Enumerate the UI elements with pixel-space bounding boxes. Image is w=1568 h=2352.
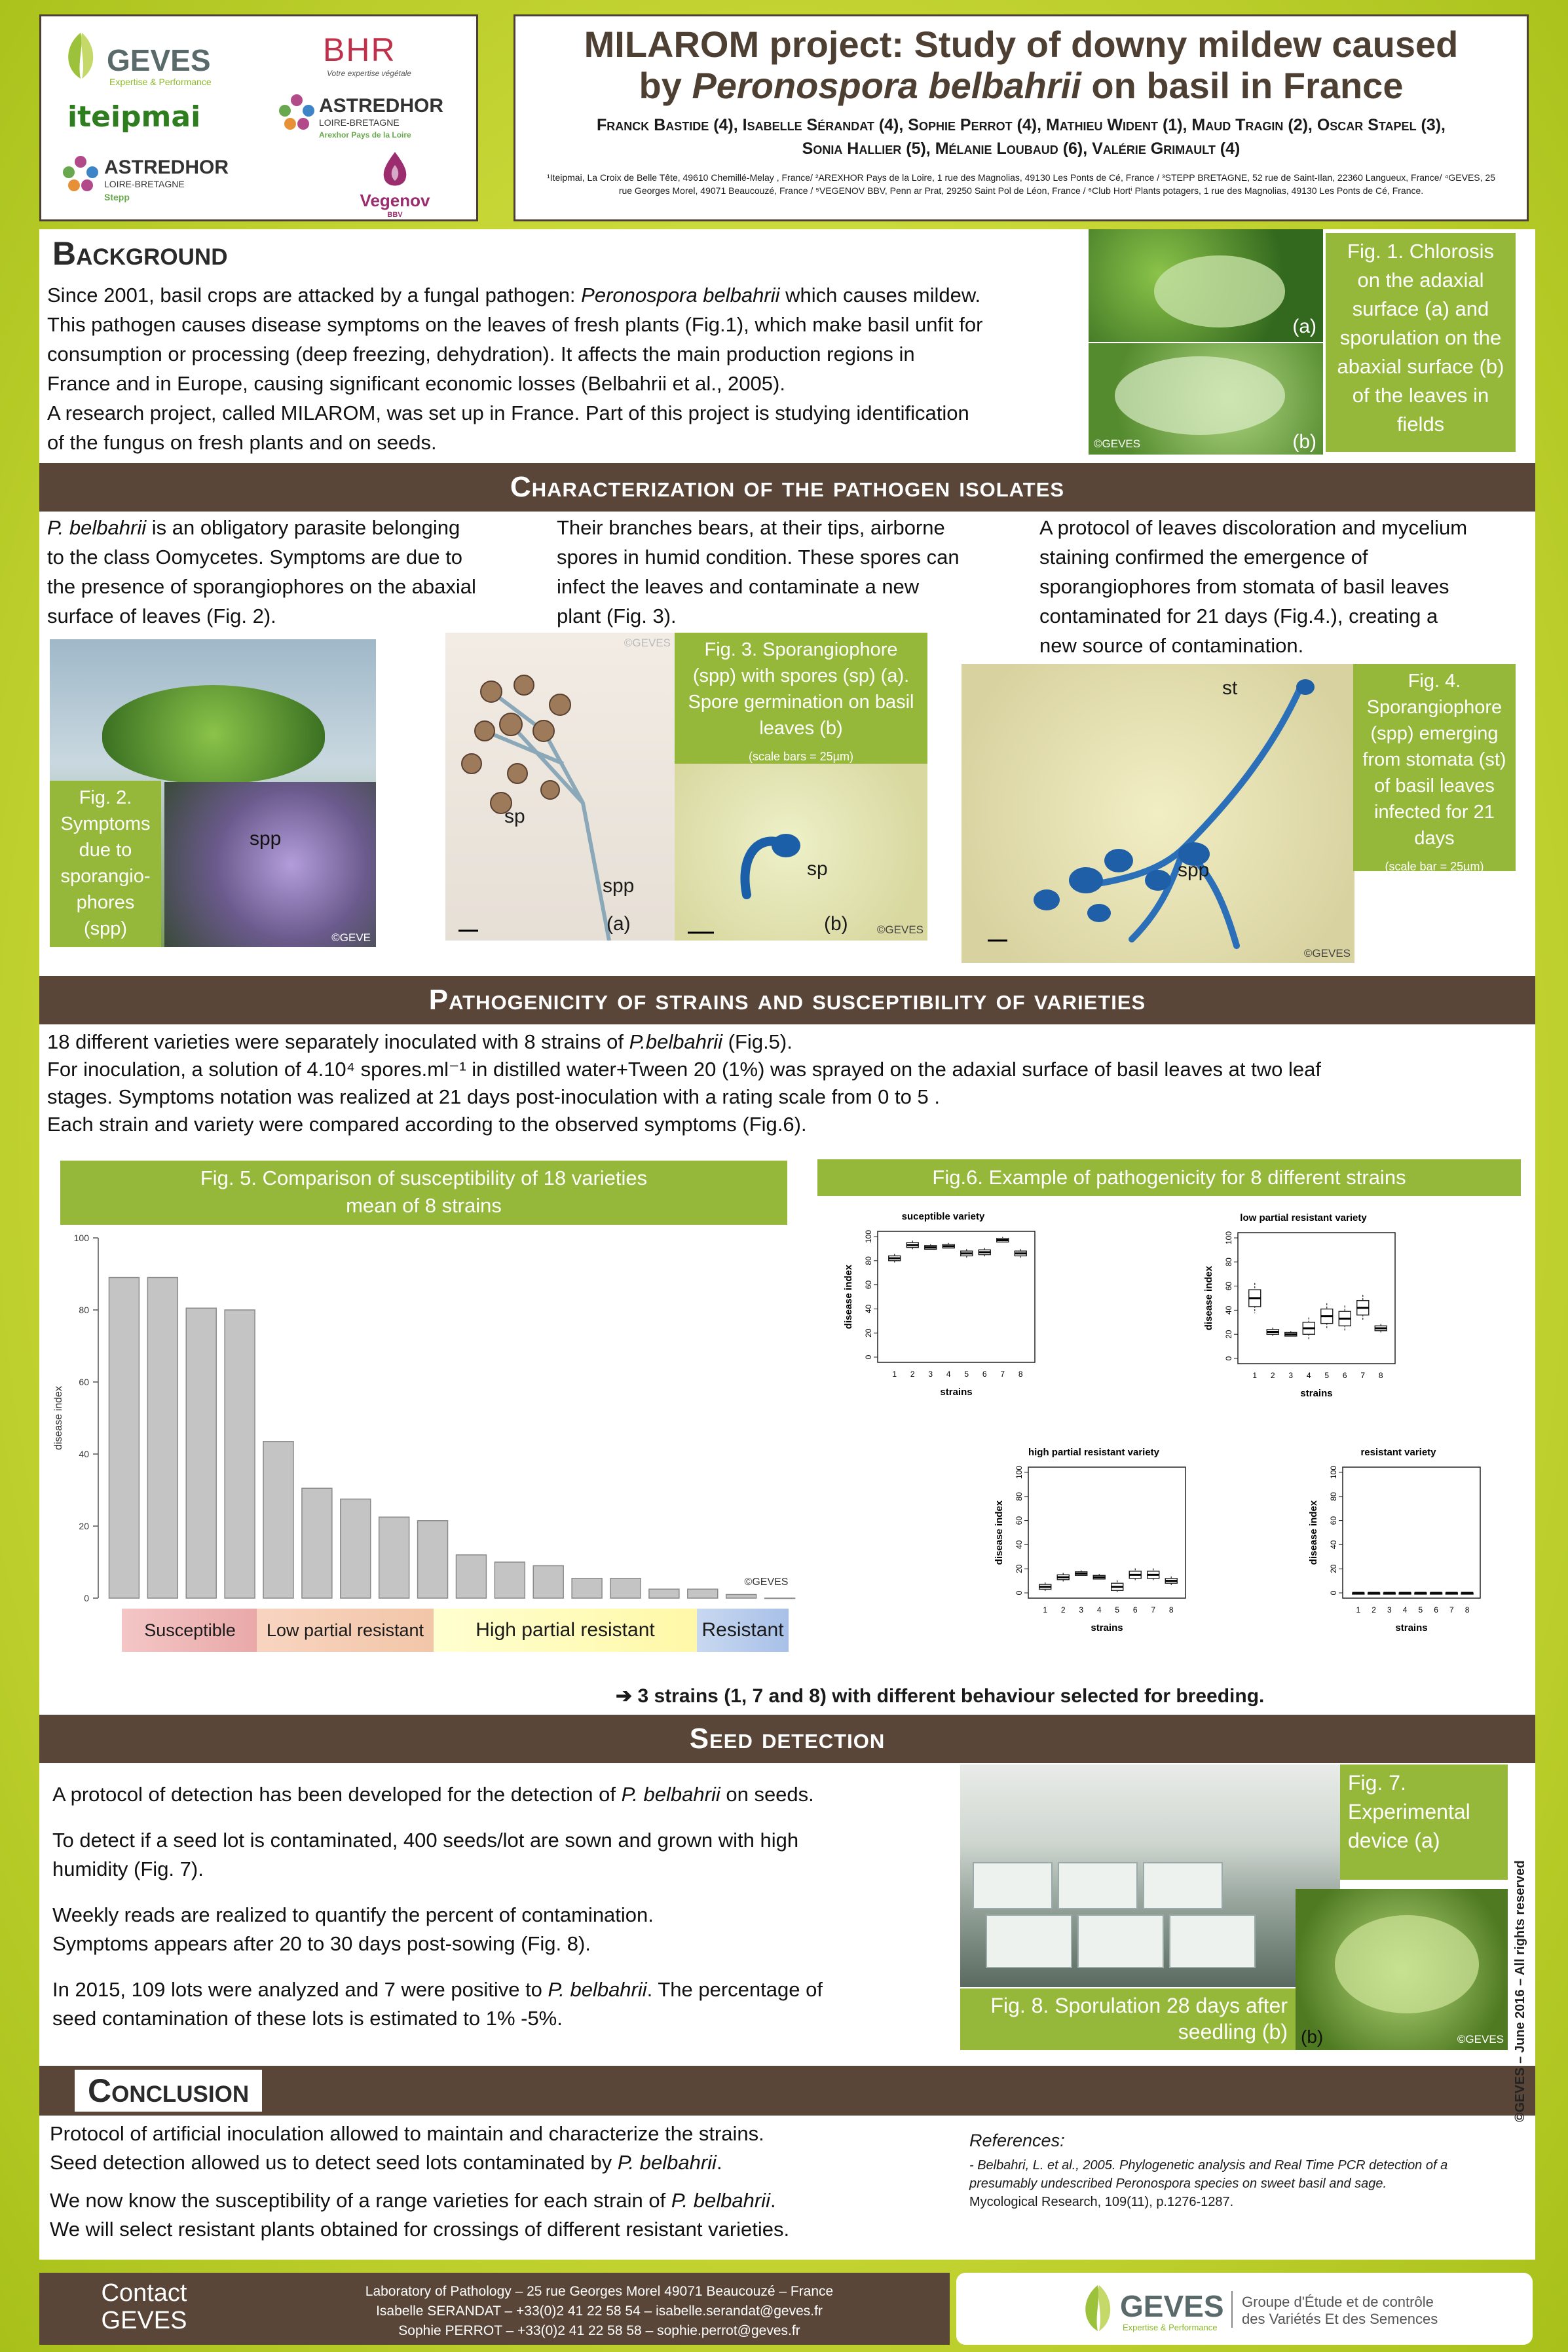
fig1b-photo — [1089, 343, 1323, 455]
bar — [456, 1555, 486, 1598]
fig4-caption-text: Fig. 4. Sporangiophore (spp) emerging from stomata (st) of basil leaves infected for 21 days — [1362, 671, 1506, 849]
x-tick-label: 1 — [1252, 1371, 1258, 1380]
char-col2-line: spores in humid condition. These spores can — [557, 546, 960, 569]
fig3-caption-text: Fig. 3. Sporangiophore (spp) with spores (sp) (a). Spore germination on basil leaves (b) — [688, 639, 914, 739]
seed-p3-line: Weekly reads are realized to quantify the percent of contamination. — [52, 1903, 654, 1926]
band-resistant: Resistant — [697, 1609, 789, 1652]
fig1a-photo — [1089, 229, 1323, 342]
geves-logo-sub: Expertise & Performance — [109, 77, 212, 87]
background-line: Since 2001, basil crops are attacked by a fungal pathogen: Peronospora belbahrii which causes mildew. — [47, 284, 981, 307]
vegenov-logo — [349, 151, 441, 219]
x-tick-label: 7 — [1360, 1371, 1366, 1380]
tagline-line2: des Variétés Et des Semences — [1242, 2311, 1438, 2327]
y-tick-label: 60 — [79, 1377, 89, 1387]
x-tick-label: 4 — [1306, 1371, 1311, 1380]
bar — [225, 1310, 255, 1598]
x-tick-label: 2 — [1270, 1371, 1275, 1380]
plot-frame — [1028, 1467, 1185, 1598]
x-tick-label: 7 — [1000, 1370, 1005, 1379]
y-tick-label: 20 — [864, 1328, 873, 1337]
references — [969, 2131, 1520, 2211]
fig4-label-st: st — [1222, 677, 1238, 699]
geves-logo — [61, 29, 100, 85]
fig3b-copyright: ©GEVES — [876, 924, 924, 936]
species-name: Peronospora belbahrii — [581, 284, 780, 307]
y-axis-label: disease index — [1203, 1265, 1214, 1331]
astredhor-flower-icon — [61, 154, 100, 193]
authors-line2: Sonia Hallier (5), Mélanie Loubaud (6), Valérie Grimault (4) — [802, 140, 1241, 158]
fig2-label-spp: spp — [250, 828, 282, 849]
fig4-copyright: ©GEVES — [1303, 947, 1351, 960]
y-tick-label: 80 — [79, 1305, 89, 1315]
x-tick-label: 1 — [892, 1370, 897, 1379]
bhr-logo-sub: Votre expertise végétale — [327, 69, 411, 78]
bar — [610, 1578, 641, 1598]
references-title: References: — [969, 2131, 1065, 2150]
char-col3-line: contaminated for 21 days (Fig.4.), creating a — [1039, 605, 1438, 627]
bar — [418, 1521, 448, 1598]
fig3a-photo — [445, 633, 675, 941]
fig3-label-spp: spp — [603, 875, 635, 897]
x-tick-label: 6 — [1132, 1605, 1138, 1615]
fig6-title: Fig.6. Example of pathogenicity for 8 different strains — [817, 1159, 1521, 1196]
y-tick-label: 40 — [864, 1304, 873, 1314]
x-tick-label: 4 — [946, 1370, 951, 1379]
x-tick-label: 3 — [1079, 1605, 1084, 1615]
title-species: Peronospora belbahrii — [692, 65, 1081, 106]
bar — [263, 1442, 293, 1598]
species-name: P. belbahrii — [548, 1978, 647, 2001]
fig5-bar-chart — [46, 1231, 806, 1618]
bar — [765, 1598, 795, 1599]
y-tick-label: 60 — [1015, 1516, 1024, 1525]
geves-leaf-icon — [1078, 2281, 1117, 2336]
reference-line: - Belbahri, L. et al., 2005. Phylogenetic analysis and Real Time PCR detection of a — [969, 2158, 1448, 2173]
char-col3-line: A protocol of leaves discoloration and mycelium — [1039, 516, 1468, 539]
fig4-photo — [961, 664, 1354, 963]
astredhor2-name: ASTREDHOR — [319, 95, 444, 117]
x-tick-label: 6 — [1434, 1605, 1438, 1615]
fig3b-label-sp: sp — [807, 858, 828, 880]
y-tick-label: 40 — [1329, 1540, 1338, 1550]
x-tick-label: 8 — [1168, 1605, 1174, 1615]
background-line: This pathogen causes disease symptoms on the leaves of fresh plants (Fig.1), which make basil unfit for — [47, 313, 983, 336]
seed-p4-line: seed contamination of these lots is estimated to 1% -5%. — [52, 2007, 563, 2030]
char-col1-line: to the class Oomycetes. Symptoms are due to — [47, 546, 463, 569]
path-line: Each strain and variety were compared according to the observed symptoms (Fig.6). — [47, 1113, 807, 1136]
fig8-photo — [1296, 1889, 1508, 2050]
x-tick-label: 1 — [1043, 1605, 1048, 1615]
plot-frame — [1238, 1233, 1395, 1364]
x-tick-label: 5 — [1115, 1605, 1120, 1615]
conclusion-line: Seed detection allowed us to detect seed lots contaminated by P. belbahrii. — [50, 2151, 722, 2174]
fig7-photo — [960, 1764, 1340, 1987]
y-tick-label: 0 — [1329, 1590, 1338, 1596]
x-tick-label: 6 — [1342, 1371, 1347, 1380]
seed-detection-title: Seed detection — [39, 1715, 1535, 1763]
y-tick-label: 60 — [864, 1280, 873, 1290]
char-col1-line: surface of leaves (Fig. 2). — [47, 605, 276, 627]
fig6-resistant-boxplot — [1297, 1441, 1506, 1670]
y-tick-label: 20 — [1015, 1564, 1024, 1573]
reference-line: Mycological Research, 109(11), p.1276-1287. — [969, 2195, 1234, 2209]
contact-details — [262, 2282, 937, 2341]
seed-p2-line: humidity (Fig. 7). — [52, 1857, 204, 1880]
y-tick-label: 0 — [864, 1354, 873, 1360]
char-col2-line: plant (Fig. 3). — [557, 605, 677, 627]
fig8-copyright: ©GEVES — [1457, 2033, 1504, 2045]
y-tick-label: 100 — [864, 1229, 873, 1244]
char-col3-line: sporangiophores from stomata of basil leaves — [1039, 575, 1449, 598]
plot-title: resistant variety — [1360, 1447, 1436, 1458]
stained-mycelium-drawing — [961, 664, 1354, 963]
y-tick-label: 60 — [1224, 1281, 1233, 1291]
x-tick-label: 3 — [1387, 1605, 1392, 1615]
conclusion-text — [50, 2119, 954, 2244]
fig3-label-b: (b) — [824, 913, 848, 935]
conclusion-line: Protocol of artificial inoculation allowed to maintain and characterize the strains. — [50, 2122, 764, 2145]
seed-p2-line: To detect if a seed lot is contaminated, 400 seeds/lot are sown and grown with high — [52, 1829, 799, 1852]
plot-title: suceptible variety — [901, 1211, 985, 1222]
background-line: France and in Europe, causing significant economic losses (Belbahrii et al., 2005). — [47, 372, 785, 395]
authors-line1: Franck Bastide (4), Isabelle Sérandat (4), Sophie Perrot (4), Mathieu Wident (1), Maud Tragin (2), Oscar Stapel (3), — [596, 116, 1446, 134]
x-tick-label: 5 — [1418, 1605, 1423, 1615]
species-name: P.belbahrii — [629, 1030, 723, 1053]
bar — [688, 1589, 718, 1598]
y-tick-label: 80 — [1224, 1258, 1233, 1267]
leaf-shape — [1115, 356, 1285, 435]
plot-title: low partial resistant variety — [1240, 1212, 1367, 1223]
plot-title: high partial resistant variety — [1028, 1447, 1160, 1458]
x-axis-label: strains — [1395, 1622, 1428, 1633]
bar — [109, 1278, 139, 1599]
bhr-logo: BHR — [323, 31, 396, 68]
x-tick-label: 2 — [910, 1370, 915, 1379]
seed-text — [52, 1780, 956, 2033]
plot-frame — [1343, 1467, 1480, 1598]
x-tick-label: 5 — [1324, 1371, 1330, 1380]
bar — [533, 1566, 563, 1599]
reference-line: presumably undescribed Peronospora species on sweet basil and sage. — [969, 2176, 1387, 2191]
species-name: P. belbahrii — [47, 516, 147, 539]
fig6-low-partial-boxplot — [1192, 1206, 1441, 1436]
y-tick-label: 0 — [84, 1593, 89, 1603]
x-tick-label: 8 — [1018, 1370, 1023, 1379]
pathogenicity-title: Pathogenicity of strains and susceptibility of varieties — [39, 976, 1535, 1024]
fig2-copyright: ©GEVE — [331, 931, 371, 944]
char-col1-line: P. belbahrii is an obligatory parasite belonging — [47, 516, 460, 539]
fig7-caption: Fig. 7. Experimental device (a) — [1340, 1764, 1508, 1880]
background-text — [47, 280, 1082, 457]
y-tick-label: 0 — [1224, 1356, 1233, 1361]
y-tick-label: 100 — [73, 1233, 89, 1243]
bar — [341, 1499, 371, 1598]
fig2-caption: Fig. 2. Symptoms due to sporangio-phores (spp) — [50, 781, 161, 947]
logos-panel — [39, 14, 478, 221]
background-line: A research project, called MILAROM, was set up in France. Part of this project is studying identification — [47, 401, 969, 424]
astredhor-flower-icon — [277, 92, 316, 132]
contact-line2: GEVES — [101, 2307, 187, 2334]
background-line: consumption or processing (deep freezing, dehydration). It affects the main production regions in — [47, 343, 915, 365]
footer-divider — [1231, 2291, 1233, 2328]
astredhor-stepp-logo — [61, 147, 257, 213]
bar — [726, 1595, 756, 1599]
contact-person2[interactable]: Sophie PERROT – +33(0)2 41 22 58 58 – sophie.perrot@geves.fr — [398, 2323, 800, 2338]
char-col3 — [1039, 513, 1537, 660]
band-low-partial: Low partial resistant — [257, 1609, 434, 1652]
fig4-scale: (scale bar = 25µm) — [1385, 860, 1484, 873]
y-tick-label: 80 — [864, 1256, 873, 1265]
fig2-closeup — [164, 782, 376, 947]
x-tick-label: 2 — [1372, 1605, 1376, 1615]
title-panel — [513, 14, 1529, 221]
seed-p1: A protocol of detection has been developed for the detection of P. belbahrii on seeds. — [52, 1783, 814, 1806]
greenhouse-trays-drawing — [960, 1764, 1340, 1987]
footer-geves-name: GEVES — [1120, 2289, 1224, 2323]
lab-address: Laboratory of Pathology – 25 rue Georges Morel 49071 Beaucouzé – France — [365, 2284, 834, 2299]
geves-logo-text: GEVES — [107, 43, 211, 77]
background-line: of the fungus on fresh plants and on seeds. — [47, 431, 437, 454]
x-tick-label: 4 — [1402, 1605, 1408, 1615]
astredhor1-name: ASTREDHOR — [104, 157, 229, 178]
x-tick-label: 7 — [1449, 1605, 1454, 1615]
vegenov-drop-icon — [379, 151, 411, 187]
species-name: P. belbahrii — [671, 2189, 770, 2212]
x-axis-label: strains — [1091, 1622, 1123, 1633]
contact-person1[interactable]: Isabelle SERANDAT – +33(0)2 41 22 58 54 – isabelle.serandat@geves.fr — [376, 2304, 823, 2319]
path-line: 18 different varieties were separately inoculated with 8 strains of P.belbahrii (Fig.5). — [47, 1030, 793, 1053]
fig1-caption: Fig. 1. Chlorosis on the adaxial surface (a) and sporulation on the abaxial surface (b) of the leaves in fields — [1326, 233, 1516, 452]
poster-title-line1: MILAROM project: Study of downy mildew caused — [584, 24, 1459, 65]
basil-leaf — [102, 685, 325, 783]
band-susceptible: Susceptible — [122, 1609, 258, 1652]
x-tick-label: 2 — [1060, 1605, 1066, 1615]
fig4-label-spp: spp — [1178, 859, 1210, 881]
y-tick-label: 80 — [1329, 1492, 1338, 1501]
seed-p3-line: Symptoms appears after 20 to 30 days post-sowing (Fig. 8). — [52, 1932, 591, 1955]
species-name: P. belbahrii — [621, 1783, 720, 1806]
contact-line1: Contact — [101, 2279, 187, 2307]
footer-geves-tagline — [1242, 2294, 1438, 2328]
affiliations-line2: rue Georges Morel, 49071 Beaucouzé, France / ⁵VEGENOV BBV, Penn ar Prat, 29250 Saint Pol de Léon, France / ⁶Club Hortⁱ Plants potagers, 1 rue des Magnolias, 49130 Les Ponts de Cé, France. — [618, 185, 1424, 196]
iteipmai-logo: iteipmai — [67, 100, 201, 134]
fig8-label-b: (b) — [1301, 2026, 1324, 2047]
footer-geves-sub: Expertise & Performance — [1123, 2323, 1218, 2332]
x-tick-label: 5 — [964, 1370, 969, 1379]
astredhor2-sub2: Arexhor Pays de la Loire — [319, 130, 411, 140]
fig3-label-sp: sp — [504, 806, 525, 827]
plot-frame — [878, 1231, 1035, 1362]
char-col2-line: infect the leaves and contaminate a new — [557, 575, 920, 598]
y-tick-label: 40 — [79, 1449, 89, 1459]
conclusion-bar — [39, 2066, 1535, 2116]
fig1-label-a: (a) — [1292, 316, 1316, 337]
char-col2-line: Their branches bears, at their tips, airborne — [557, 516, 945, 539]
fig3-scale: (scale bars = 25µm) — [749, 750, 853, 763]
germinating-spore-drawing — [675, 764, 927, 941]
bar — [495, 1562, 525, 1598]
y-axis-label: disease index — [1308, 1500, 1319, 1565]
y-tick-label: 80 — [1015, 1492, 1024, 1501]
y-tick-label: 40 — [1224, 1305, 1233, 1315]
x-tick-label: 7 — [1151, 1605, 1156, 1615]
affiliations-line1: ¹Iteipmai, La Croix de Belle Tête, 49610 Chemillé-Melay , France/ ²AREXHOR Pays de la Loire, 1 rue des Magnolias, 49130 Les Ponts de Cé, France / ³STEPP BRETAGNE, 52 rue de Saint-Ilan, 22360 Langueux, France/ ⁴GEVES, 25 — [547, 172, 1495, 183]
leaf-shape — [1154, 255, 1285, 327]
x-tick-label: 3 — [928, 1370, 933, 1379]
char-col3-line: staining confirmed the emergence of — [1039, 546, 1368, 569]
bar — [186, 1308, 216, 1598]
vegenov-sub: BBV — [387, 211, 403, 219]
x-tick-label: 6 — [982, 1370, 987, 1379]
band-high-partial: High partial resistant — [434, 1609, 697, 1652]
fig3b-photo — [675, 764, 927, 941]
fig3-caption — [675, 633, 927, 764]
char-col1-line: the presence of sporangiophores on the abaxial — [47, 575, 476, 598]
footer-bar — [39, 2273, 950, 2345]
y-tick-label: 0 — [1015, 1590, 1024, 1596]
y-tick-label: 20 — [79, 1521, 89, 1531]
y-axis-label: disease index — [994, 1500, 1005, 1565]
fig4-caption — [1353, 664, 1516, 871]
conclusion-line: We will select resistant plants obtained for crossings of different resistant varieties. — [50, 2218, 790, 2241]
astredhor1-sub2: Stepp — [104, 192, 130, 202]
bar — [649, 1589, 679, 1598]
conclusion-heading: Conclusion — [75, 2070, 262, 2112]
y-tick-label: 100 — [1329, 1465, 1338, 1480]
y-tick-label: 20 — [1224, 1330, 1233, 1339]
astredhor-arexhor-logo — [277, 87, 474, 153]
x-tick-label: 1 — [1356, 1605, 1361, 1615]
title-part: by — [639, 65, 692, 106]
poster-title-line2 — [515, 65, 1527, 107]
char-col2 — [557, 513, 1028, 631]
fig6-high-partial-boxplot — [982, 1441, 1231, 1670]
leaf-shape — [1335, 1915, 1479, 2013]
side-copyright: ©GEVES – June 2016 – All rights reserved — [1513, 1860, 1527, 2122]
fig3a-copyright: ©GEVES — [624, 637, 671, 649]
x-tick-label: 8 — [1378, 1371, 1383, 1380]
char-col1 — [47, 513, 558, 631]
pathogenicity-text — [47, 1028, 1521, 1138]
fig8-caption: Fig. 8. Sporulation 28 days after seedling (b) — [960, 1988, 1296, 2050]
bar — [572, 1578, 602, 1598]
y-tick-label: 100 — [1224, 1231, 1233, 1245]
astredhor2-sub: LOIRE-BRETAGNE — [319, 117, 400, 128]
y-tick-label: 100 — [1015, 1465, 1024, 1480]
astredhor1-sub: LOIRE-BRETAGNE — [104, 179, 185, 189]
seed-p4-line: In 2015, 109 lots were analyzed and 7 were positive to P. belbahrii. The percentage of — [52, 1978, 823, 2001]
fig5-title: Fig. 5. Comparison of susceptibility of 18 varieties mean of 8 strains — [60, 1161, 787, 1225]
fig1-copyright: ©GEVES — [1094, 438, 1141, 450]
char-col3-line: new source of contamination. — [1039, 634, 1304, 657]
y-tick-label: 60 — [1329, 1516, 1338, 1525]
conclusion-line: We now know the susceptibility of a range varieties for each strain of P. belbahrii. — [50, 2189, 776, 2212]
fig6-susceptible-boxplot — [832, 1205, 1081, 1434]
x-tick-label: 4 — [1096, 1605, 1102, 1615]
sporangiophore-drawing — [445, 633, 675, 941]
tagline-line1: Groupe d'Étude et de contrôle — [1242, 2294, 1434, 2310]
fig1-label-b: (b) — [1292, 431, 1316, 453]
species-name: P. belbahrii — [617, 2151, 717, 2174]
characterization-title: Characterization of the pathogen isolates — [39, 463, 1535, 512]
x-tick-label: 8 — [1465, 1605, 1470, 1615]
footer-geves-logo — [956, 2273, 1533, 2345]
x-axis-label: strains — [1300, 1388, 1333, 1399]
title-part: on basil in France — [1081, 65, 1404, 106]
chart-copyright: ©GEVES — [744, 1577, 789, 1588]
y-axis-label: disease index — [53, 1386, 64, 1450]
fig3-label-a: (a) — [607, 913, 631, 935]
geves-leaf-icon — [61, 29, 100, 82]
vegenov-name: Vegenov — [360, 191, 430, 210]
y-tick-label: 20 — [1329, 1564, 1338, 1573]
contact-label — [39, 2279, 249, 2334]
x-axis-label: strains — [940, 1387, 973, 1398]
y-tick-label: 40 — [1015, 1540, 1024, 1550]
strains-selected-conclusion: ➔ 3 strains (1, 7 and 8) with different behaviour selected for breeding. — [616, 1685, 1265, 1707]
background-heading: Background — [52, 235, 228, 272]
path-line: For inoculation, a solution of 4.10⁴ spores.ml⁻¹ in distilled water+Tween 20 (1%) was sprayed on the adaxial surface of basil leaves at two leaf — [47, 1058, 1321, 1081]
path-line: stages. Symptoms notation was realized at 21 days post-inoculation with a rating scale from 0 to 5 . — [47, 1085, 940, 1108]
bar — [147, 1278, 177, 1599]
bar — [302, 1488, 332, 1598]
bar — [379, 1517, 409, 1598]
y-axis-label: disease index — [843, 1264, 854, 1330]
x-tick-label: 3 — [1288, 1371, 1294, 1380]
